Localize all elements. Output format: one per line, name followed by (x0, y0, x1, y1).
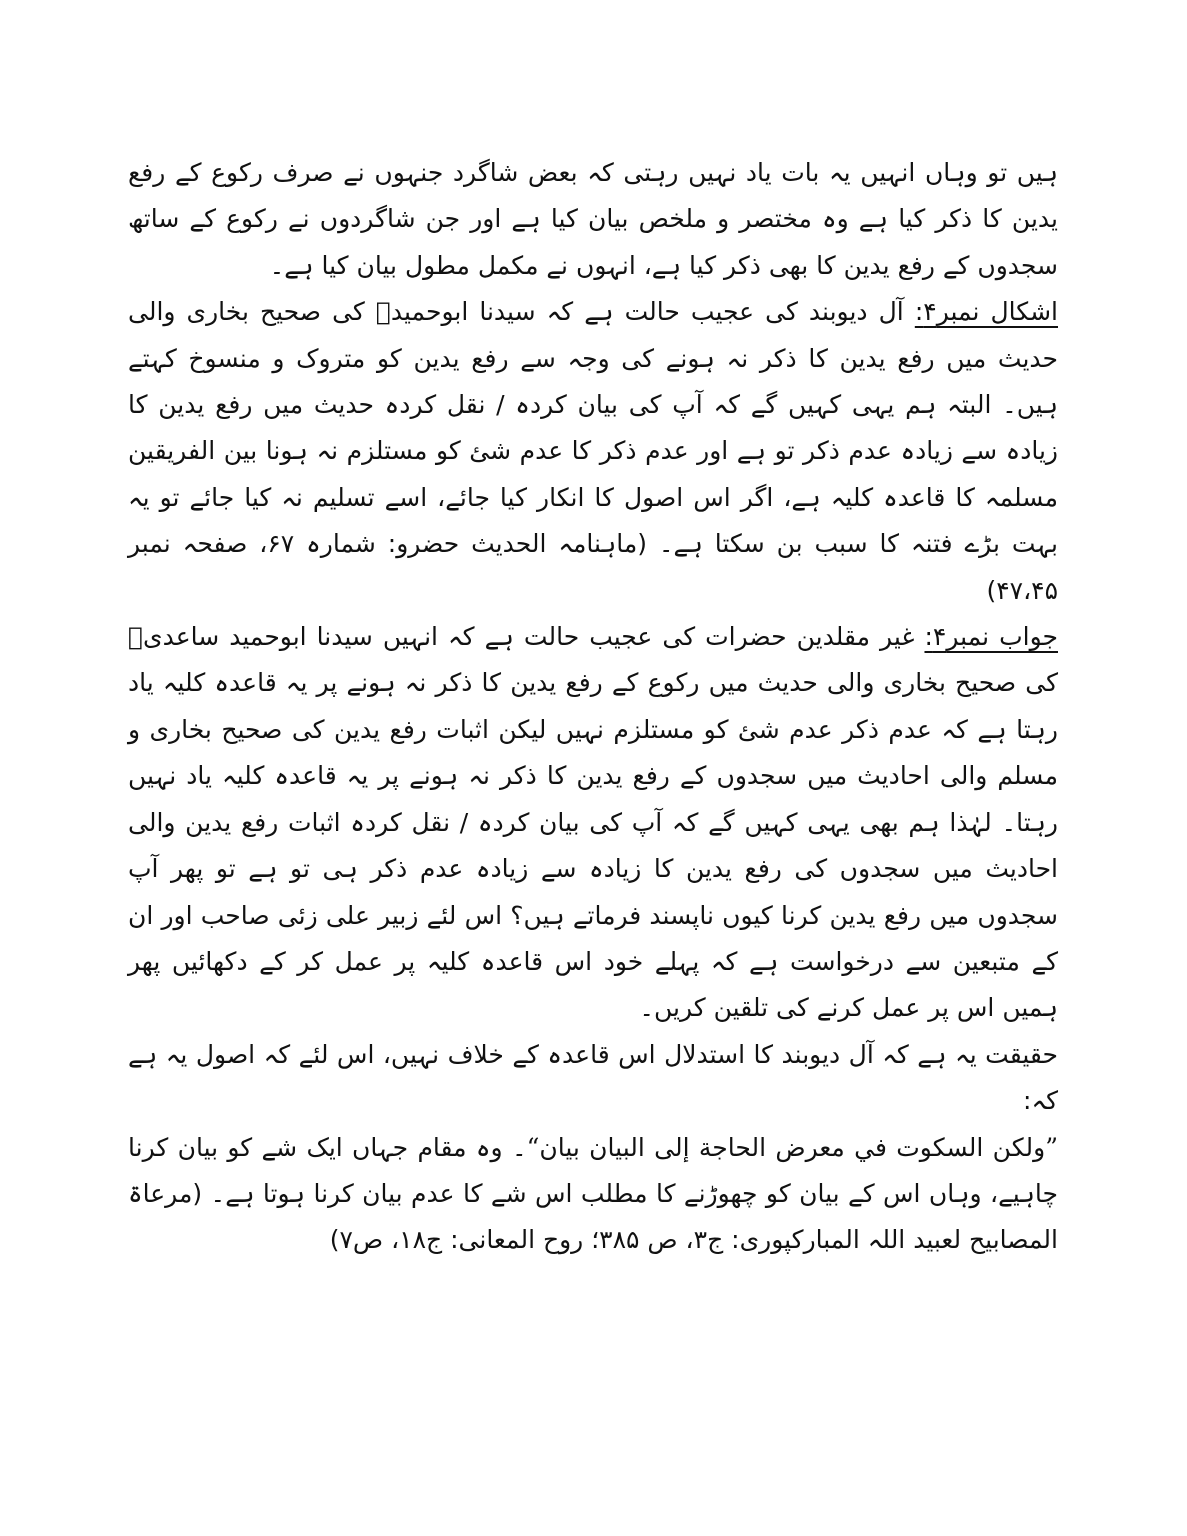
paragraph-answer-4 (128, 614, 1058, 1032)
paragraph-continuation: ہیں تو وہاں انہیں یہ بات یاد نہیں رہتی کہ بعض شاگرد جنہوں نے صرف رکوع کے رفع یدین کا ذکر کیا ہے وہ مختصر و ملخص بیان کیا ہے اور جن شاگردوں نے رکوع کے ساتھ سجدوں کے رفع یدین کا بھی ذکر کیا ہے، انہوں نے مکمل مطول بیان کیا ہے۔ (128, 158, 1058, 280)
principle-text: ۔ وہ مقام جہاں ایک شے کو بیان کرنا چاہیے، وہاں اس کے بیان کو چھوڑنے کا مطلب اس شے کا عدم بیان کرنا ہوتا ہے۔ (مرعاۃ المصابیح لعبید اللہ المبارکپوری: ج۳، ص ۳۸۵؛ روح المعانی: ج۱۸، ص۷) (128, 1132, 1058, 1255)
paragraph-reality: حقیقت یہ ہے کہ آل دیوبند کا استدلال اس قاعدہ کے خلاف نہیں، اس لئے کہ اصول یہ ہے کہ: (128, 1039, 1058, 1116)
answer-text: غیر مقلدین حضرات کی عجیب حالت ہے کہ انہیں سیدنا ابوحمید ساعدیؓ کی صحیح بخاری والی حدیث میں رکوع کے رفع یدین کا ذکر نہ ہونے پر یہ قاعدہ کلیہ یاد رہتا ہے کہ عدم ذکر عدم شئ کو مستلزم نہیں لیکن اثبات رفع یدین کی صحیح بخاری و مسلم والی احادیث میں سجدوں کے رفع یدین کا ذکر نہ ہونے پر یہ قاعدہ کلیہ یاد نہیں رہتا۔ لہٰذا ہم بھی یہی کہیں گے کہ آپ کی بیان کردہ / نقل کردہ اثبات رفع یدین والی احادیث میں سجدوں کی رفع یدین کا زیادہ سے زیادہ عدم ذکر ہی تو ہے تو پھر آپ سجدوں میں رفع یدین کرنا کیوں ناپسند فرماتے ہیں؟ اس لئے زبیر علی زئی صاحب اور ان کے متبعین سے درخواست ہے کہ پہلے خود اس قاعدہ کلیہ پر عمل کر کے دکھائیں پھر ہمیں اس پر عمل کرنے کی تلقین کریں۔ (128, 622, 1058, 1023)
objection-text: آل دیوبند کی عجیب حالت ہے کہ سیدنا ابوحمیدؓ کی صحیح بخاری والی حدیث میں رفع یدین کا ذکر نہ ہونے کی وجہ سے رفع یدین کو متروک و منسوخ کہتے ہیں۔ البتہ ہم یہی کہیں گے کہ آپ کی بیان کردہ / نقل کردہ حدیث میں رفع یدین کا زیادہ سے زیادہ عدم ذکر تو ہے اور عدم ذکر کا عدم شئ کو مستلزم نہ ہونا بین الفریقین مسلمہ کا قاعدہ کلیہ ہے، اگر اس اصول کا انکار کیا جائے، اسے تسلیم نہ کیا جائے تو یہ بہت بڑے فتنہ کا سبب بن سکتا ہے۔ (ماہنامہ الحدیث حضرو: شمارہ ۶۷، صفحہ نمبر ۴۷،۴۵) (128, 297, 1058, 605)
paragraph-objection-4 (128, 289, 1058, 614)
objection-label: اشکال نمبر۴: (914, 297, 1058, 327)
answer-label: جواب نمبر۴: (924, 622, 1058, 652)
arabic-quote: ”ولكن السكوت في معرض الحاجة إلى البيان بيان“ (526, 1132, 1058, 1162)
document-body (128, 150, 1058, 1264)
paragraph-principle (128, 1125, 1058, 1264)
